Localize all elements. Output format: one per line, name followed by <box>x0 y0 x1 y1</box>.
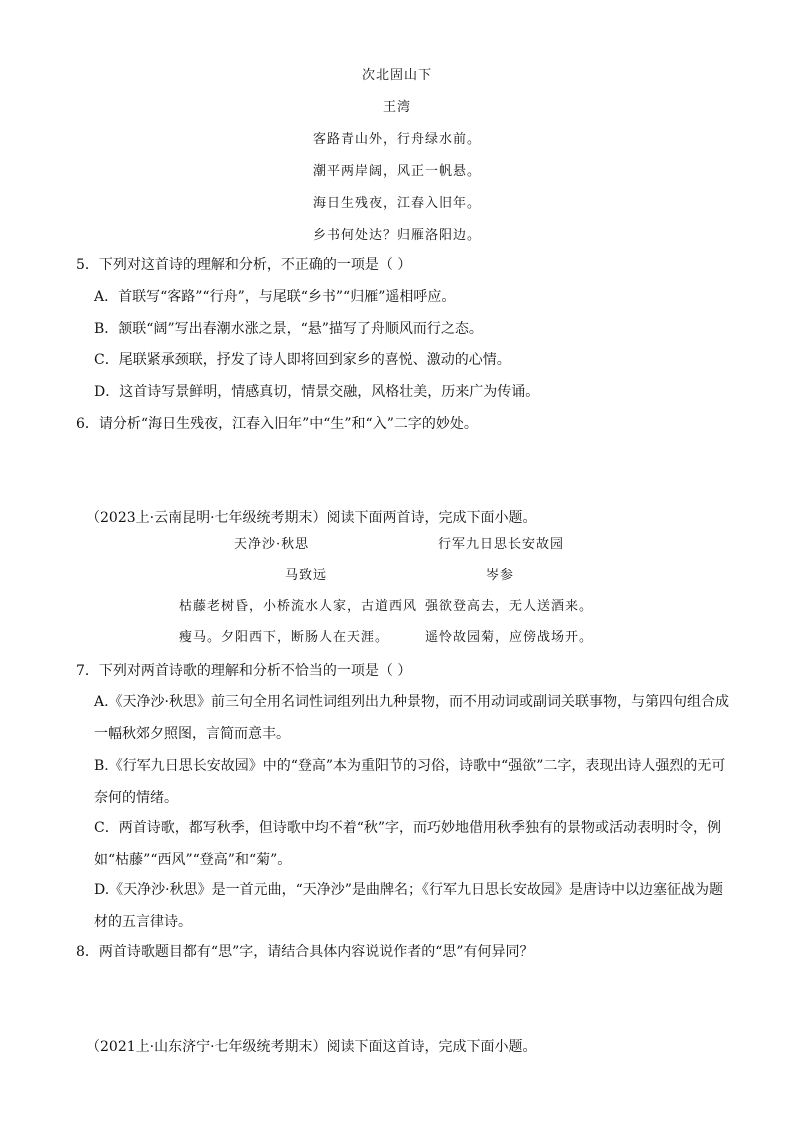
poem2-right-line: 强欲登高去，无人送酒来。 <box>425 599 594 614</box>
poem2-right-author: 岑参 <box>486 568 515 583</box>
source-note-2: （2023上·云南昆明·七年级统考期末）阅读下面两首诗，完成下面小题。 <box>86 510 537 526</box>
poem2-left-author: 马致远 <box>285 568 328 583</box>
question-8-stem: 8．两首诗歌题目都有“思”字，请结合具体内容说说作者的“思”有何异同？ <box>76 944 534 960</box>
question-6-stem: 6．请分析“海日生残夜，江春入旧年”中“生”和“入”二字的妙处。 <box>76 416 478 432</box>
question-5-stem: 5．下列对这首诗的理解和分析，不正确的一项是（ ） <box>76 257 412 273</box>
poem1-author: 王湾 <box>382 100 411 115</box>
source-note-3: （2021上·山东济宁·七年级统考期末）阅读下面这首诗，完成下面小题。 <box>86 1039 537 1055</box>
question-5-option-a: A．首联写“客路”“行舟”，与尾联“乡书”“归雁”遥相呼应。 <box>94 289 456 305</box>
question-5-option-c: C．尾联紧承颈联，抒发了诗人即将回到家乡的喜悦、激动的心情。 <box>94 352 511 368</box>
question-5-option-d: D．这首诗写景鲜明，情感真切，情景交融，风格壮美，历来广为传诵。 <box>94 384 540 400</box>
question-7-option-a: A.《天净沙·秋思》前三句全用名词性词组列出九种景物，而不用动词或副词关联事物，与第四句组合成一幅秋郊夕照图，言简而意丰。 <box>94 694 730 742</box>
question-7-stem: 7．下列对两首诗歌的理解和分析不恰当的一项是（ ） <box>76 663 412 679</box>
poem2-left-line: 枯藤老树昏，小桥流水人家，古道西风 <box>179 599 418 614</box>
poem1-title: 次北固山下 <box>361 68 432 83</box>
poem1-line: 海日生残夜，江春入旧年。 <box>312 196 481 211</box>
question-7-option-c: C．两首诗歌，都写秋季，但诗歌中均不着“秋”字，而巧妙地借用秋季独有的景物或活动表明时令，例如“枯藤”“西风”“登高”和“菊”。 <box>94 820 722 868</box>
poem2-left-line: 瘦马。夕阳西下，断肠人在天涯。 <box>179 630 390 645</box>
poem1-line: 乡书何处达？归雁洛阳边。 <box>312 228 481 243</box>
poem2-left-title: 天净沙·秋思 <box>234 537 310 552</box>
poem2-right-line: 遥怜故园菊，应傍战场开。 <box>425 630 594 645</box>
question-5-option-b: B．颔联“阔”写出春潮水涨之景，“悬”描写了舟顺风而行之态。 <box>94 321 483 337</box>
poem2-right-title: 行军九日思长安故园 <box>438 537 565 552</box>
poem1-line: 潮平两岸阔，风正一帆悬。 <box>312 164 481 179</box>
question-7-option-d: D.《天净沙·秋思》是一首元曲，“天净沙”是曲牌名；《行军九日思长安故园》是唐诗中以边塞征战为题材的五言律诗。 <box>94 882 723 930</box>
question-7-option-b: B.《行军九日思长安故园》中的“登高”本为重阳节的习俗，诗歌中“强欲”二字，表现出诗人强烈的无可奈何的情绪。 <box>94 758 726 806</box>
poem1-line: 客路青山外，行舟绿水前。 <box>312 132 481 147</box>
